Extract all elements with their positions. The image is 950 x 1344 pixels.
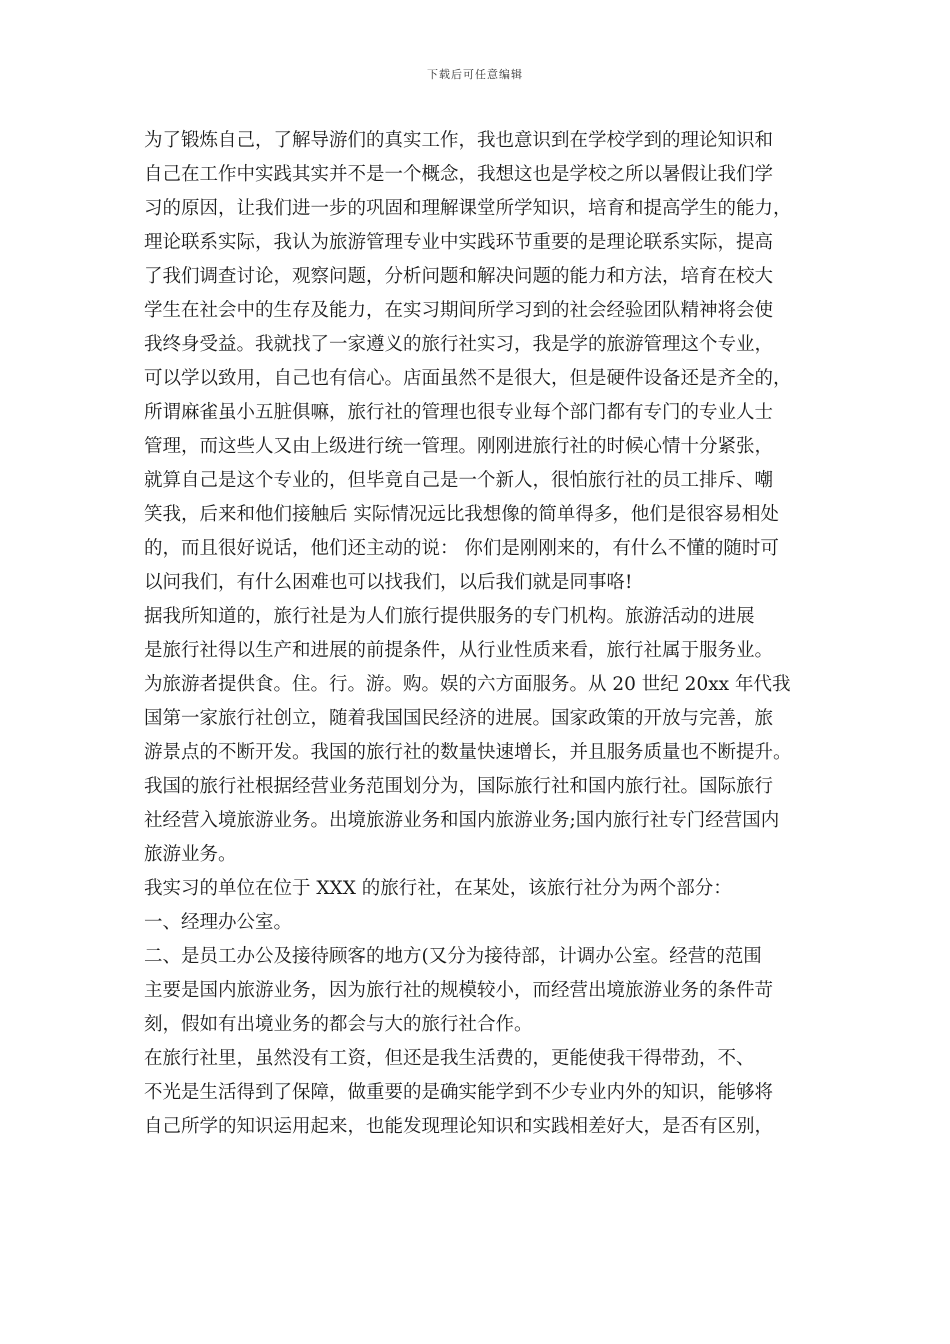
text-line: 为了锻炼自己，了解导游们的真实工作，我也意识到在学校学到的理论知识和 [144, 130, 774, 151]
text-line: 刻，假如有出境业务的都会与大的旅行社合作。 [144, 1014, 533, 1035]
text-line: 为旅游者提供食。住。行。游。购。娱的六方面服务。从 20 世纪 20xx 年代我 [144, 674, 791, 695]
text-line: 可以学以致用，自己也有信心。店面虽然不是很大，但是硬件设备还是齐全的， [144, 368, 792, 389]
text-line: 旅游业务。 [144, 844, 237, 865]
text-line: 我国的旅行社根据经营业务范围划分为，国际旅行社和国内旅行社。国际旅行 [144, 776, 774, 797]
text-line: 了我们调查讨论，观察问题，分析问题和解决问题的能力和方法，培育在校大 [144, 266, 774, 287]
text-line: 游景点的不断开发。我国的旅行社的数量快速增长，并且服务质量也不断提升。 [144, 742, 792, 763]
text-line: 学生在社会中的生存及能力，在实习期间所学习到的社会经验团队精神将会使 [144, 300, 774, 321]
text-line: 社经营入境旅游业务。出境旅游业务和国内旅游业务;国内旅行社专门经营国内 [144, 810, 780, 831]
text-line: 主要是国内旅游业务，因为旅行社的规模较小，而经营出境旅游业务的条件苛 [144, 980, 774, 1001]
text-line: 一、经理办公室。 [144, 912, 293, 933]
text-line: 国第一家旅行社创立，随着我国国民经济的进展。国家政策的开放与完善，旅 [144, 708, 774, 729]
text-line: 笑我，后来和他们接触后 实际情况远比我想像的简单得多，他们是很容易相处 [144, 504, 779, 525]
text-line: 就算自己是这个专业的，但毕竟自己是一个新人，很怕旅行社的员工排斥、嘲 [144, 470, 774, 491]
text-line: 我实习的单位在位于 XXX 的旅行社，在某处，该旅行社分为两个部分： [144, 878, 732, 899]
text-line: 理论联系实际，我认为旅游管理专业中实践环节重要的是理论联系实际，提高 [144, 232, 774, 253]
text-line: 二、是员工办公及接待顾客的地方(又分为接待部，计调办公室。经营的范围 [144, 946, 762, 967]
text-line: 的，而且很好说话，他们还主动的说： 你们是刚刚来的，有什么不懂的随时可 [144, 538, 779, 559]
text-line: 自己在工作中实践其实并不是一个概念，我想这也是学校之所以暑假让我们学 [144, 164, 774, 185]
text-line: 是旅行社得以生产和进展的前提条件，从行业性质来看，旅行社属于服务业。 [144, 640, 774, 661]
body-text [144, 124, 820, 1144]
text-line: 自己所学的知识运用起来，也能发现理论知识和实践相差好大，是否有区别， [144, 1116, 774, 1137]
header-note: 下载后可任意编辑 [427, 68, 523, 81]
text-line: 以问我们，有什么困难也可以找我们，以后我们就是同事咯! [144, 572, 633, 593]
text-line: 在旅行社里，虽然没有工资，但还是我生活费的，更能使我干得带劲，不、 [144, 1048, 755, 1069]
text-line: 习的原因，让我们进一步的巩固和理解课堂所学知识，培育和提高学生的能力， [144, 198, 792, 219]
text-line: 管理，而这些人又由上级进行统一管理。刚刚进旅行社的时候心情十分紧张， [144, 436, 774, 457]
text-line: 据我所知道的，旅行社是为人们旅行提供服务的专门机构。旅游活动的进展 [144, 606, 755, 627]
text-line: 所谓麻雀虽小五脏俱嘛，旅行社的管理也很专业每个部门都有专门的专业人士 [144, 402, 774, 423]
text-line: 不光是生活得到了保障，做重要的是确实能学到不少专业内外的知识，能够将 [144, 1082, 774, 1103]
text-line: 我终身受益。我就找了一家遵义的旅行社实习，我是学的旅游管理这个专业， [144, 334, 774, 355]
